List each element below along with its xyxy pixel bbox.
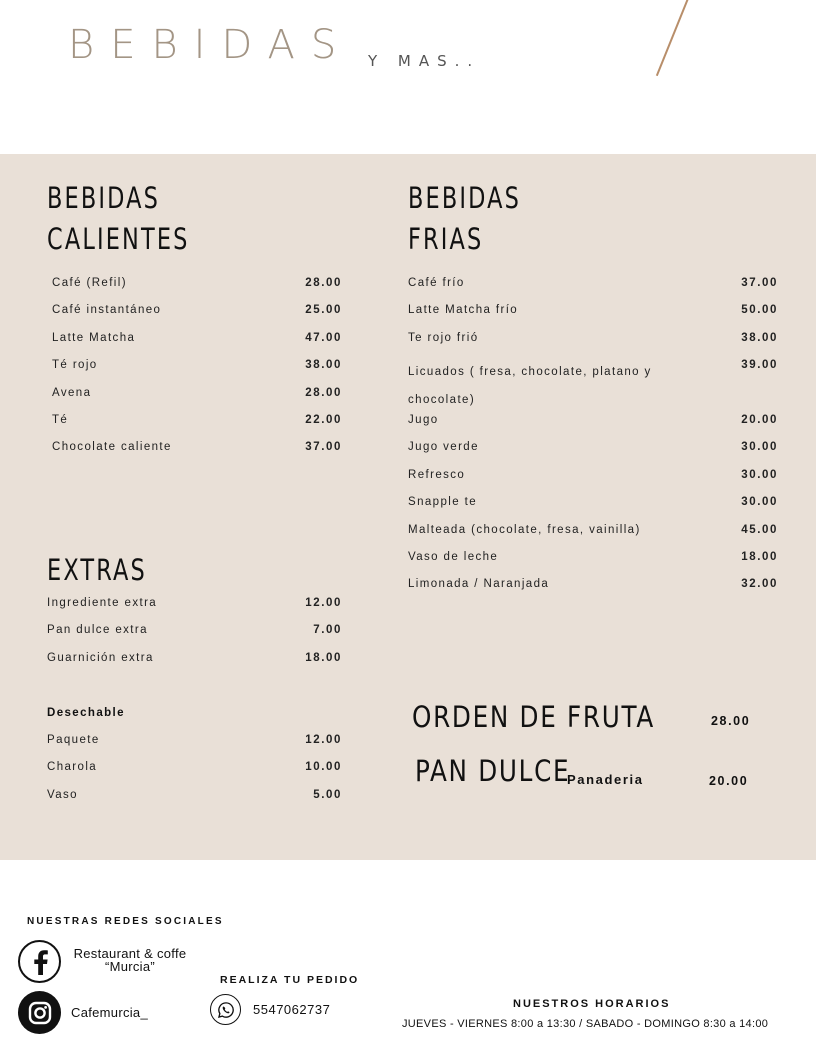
list-item bbox=[408, 551, 778, 578]
item-name: Paquete bbox=[47, 734, 100, 746]
cold-title-line-2: FRIAS bbox=[408, 222, 484, 256]
list-item bbox=[408, 359, 778, 414]
list-item bbox=[408, 304, 778, 331]
extras-title: EXTRAS bbox=[47, 553, 147, 587]
item-name: Té rojo bbox=[52, 359, 98, 372]
list-item bbox=[52, 304, 342, 331]
list-item bbox=[47, 734, 342, 761]
list-item bbox=[408, 332, 778, 359]
list-item bbox=[47, 761, 342, 788]
facebook-handle[interactable] bbox=[69, 947, 191, 973]
item-name: Malteada (chocolate, fresa, vainilla) bbox=[408, 523, 641, 536]
list-item bbox=[408, 414, 778, 441]
list-item bbox=[52, 441, 342, 468]
item-price: 47.00 bbox=[305, 331, 342, 344]
item-name: Latte Matcha bbox=[52, 331, 136, 344]
item-name: Snapple te bbox=[408, 496, 477, 509]
instagram-icon[interactable] bbox=[18, 991, 61, 1034]
item-price: 28.00 bbox=[305, 386, 342, 399]
item-price: 32.00 bbox=[741, 578, 778, 591]
item-name: Té bbox=[52, 413, 69, 426]
item-name: Avena bbox=[52, 386, 92, 399]
extras-list bbox=[47, 597, 342, 679]
hours-title: NUESTROS HORARIOS bbox=[513, 998, 671, 1010]
item-name: Vaso bbox=[47, 788, 78, 801]
item-price: 38.00 bbox=[741, 331, 778, 344]
hours-text: JUEVES - VIERNES 8:00 a 13:30 / SABADO - DOMINGO 8:30 a 14:00 bbox=[402, 1018, 769, 1030]
sweet-bread-price: 20.00 bbox=[709, 774, 749, 788]
item-name: Licuados ( fresa, chocolate, platano y chocolate) bbox=[408, 366, 652, 406]
cold-title-line-1: BEBIDAS bbox=[408, 181, 522, 215]
instagram-handle[interactable]: Cafemurcia_ bbox=[71, 1005, 148, 1020]
list-item bbox=[52, 387, 342, 414]
disposable-title: Desechable bbox=[47, 707, 125, 719]
item-name: Charola bbox=[47, 761, 98, 774]
item-price: 37.00 bbox=[305, 441, 342, 454]
facebook-icon-glyph bbox=[31, 949, 49, 975]
social-title: NUESTRAS REDES SOCIALES bbox=[27, 916, 224, 927]
hot-title-line-1: BEBIDAS bbox=[47, 181, 161, 215]
list-item bbox=[52, 359, 342, 386]
item-name: Jugo bbox=[408, 413, 439, 426]
item-price: 30.00 bbox=[741, 468, 778, 481]
item-price: 38.00 bbox=[305, 359, 342, 372]
whatsapp-icon[interactable] bbox=[210, 994, 241, 1025]
menu-title: BEBIDAS bbox=[68, 22, 353, 68]
item-price: 45.00 bbox=[741, 523, 778, 536]
item-price: 30.00 bbox=[741, 441, 778, 454]
list-item bbox=[408, 469, 778, 496]
cold-drinks-title bbox=[408, 178, 521, 260]
item-name: Te rojo frió bbox=[408, 331, 479, 344]
item-price: 50.00 bbox=[741, 304, 778, 317]
hot-drinks-title bbox=[47, 178, 190, 260]
fruit-order-label: ORDEN DE FRUTA bbox=[412, 700, 655, 734]
facebook-text-line-1: Restaurant & coffe bbox=[73, 946, 187, 961]
list-item bbox=[47, 624, 342, 651]
hot-title-line-2: CALIENTES bbox=[47, 222, 190, 256]
facebook-icon[interactable] bbox=[18, 940, 61, 983]
decorative-line bbox=[656, 0, 690, 76]
list-item bbox=[408, 277, 778, 304]
sweet-bread-sub: Panaderia bbox=[567, 772, 644, 787]
whatsapp-icon-glyph bbox=[217, 1001, 235, 1019]
item-price: 12.00 bbox=[305, 597, 342, 609]
item-price: 39.00 bbox=[741, 359, 778, 372]
item-price: 10.00 bbox=[305, 761, 342, 774]
item-price: 37.00 bbox=[741, 277, 778, 289]
menu-subtitle: Y MAS.. bbox=[368, 52, 481, 70]
item-name: Chocolate caliente bbox=[52, 441, 172, 454]
item-name: Café instantáneo bbox=[52, 304, 162, 317]
list-item bbox=[47, 789, 342, 816]
item-price: 22.00 bbox=[305, 413, 342, 426]
list-item bbox=[408, 496, 778, 523]
phone-number[interactable]: 5547062737 bbox=[253, 1002, 331, 1017]
item-name: Refresco bbox=[408, 468, 466, 481]
item-name: Pan dulce extra bbox=[47, 624, 148, 637]
list-item bbox=[408, 578, 778, 605]
list-item bbox=[408, 441, 778, 468]
item-name: Guarnición extra bbox=[47, 651, 154, 664]
list-item bbox=[47, 652, 342, 679]
item-price: 18.00 bbox=[305, 651, 342, 664]
item-name: Ingrediente extra bbox=[47, 597, 158, 609]
list-item bbox=[52, 277, 342, 304]
item-price: 5.00 bbox=[313, 788, 342, 801]
list-item bbox=[52, 414, 342, 441]
facebook-text-line-2: “Murcia” bbox=[104, 959, 156, 974]
item-price: 7.00 bbox=[313, 624, 342, 637]
list-item bbox=[52, 332, 342, 359]
hot-drinks-list bbox=[52, 277, 342, 469]
item-price: 28.00 bbox=[305, 277, 342, 289]
order-title: REALIZA TU PEDIDO bbox=[220, 974, 360, 986]
item-name: Latte Matcha frío bbox=[408, 304, 519, 317]
cold-drinks-list bbox=[408, 277, 778, 606]
list-item bbox=[47, 597, 342, 624]
fruit-order bbox=[412, 700, 698, 734]
item-price: 25.00 bbox=[305, 304, 342, 317]
sweet-bread-label: PAN DULCE bbox=[415, 754, 571, 788]
item-name: Café (Refil) bbox=[52, 277, 127, 289]
item-price: 20.00 bbox=[741, 413, 778, 426]
fruit-order-price: 28.00 bbox=[711, 714, 751, 728]
item-name: Limonada / Naranjada bbox=[408, 578, 550, 591]
item-name: Vaso de leche bbox=[408, 550, 499, 563]
item-name: Café frío bbox=[408, 277, 465, 289]
item-price: 30.00 bbox=[741, 496, 778, 509]
list-item bbox=[408, 524, 778, 551]
item-name: Jugo verde bbox=[408, 441, 479, 454]
item-price: 12.00 bbox=[305, 734, 342, 746]
disposable-list bbox=[47, 734, 342, 816]
instagram-icon-glyph bbox=[28, 1001, 52, 1025]
item-price: 18.00 bbox=[741, 550, 778, 563]
